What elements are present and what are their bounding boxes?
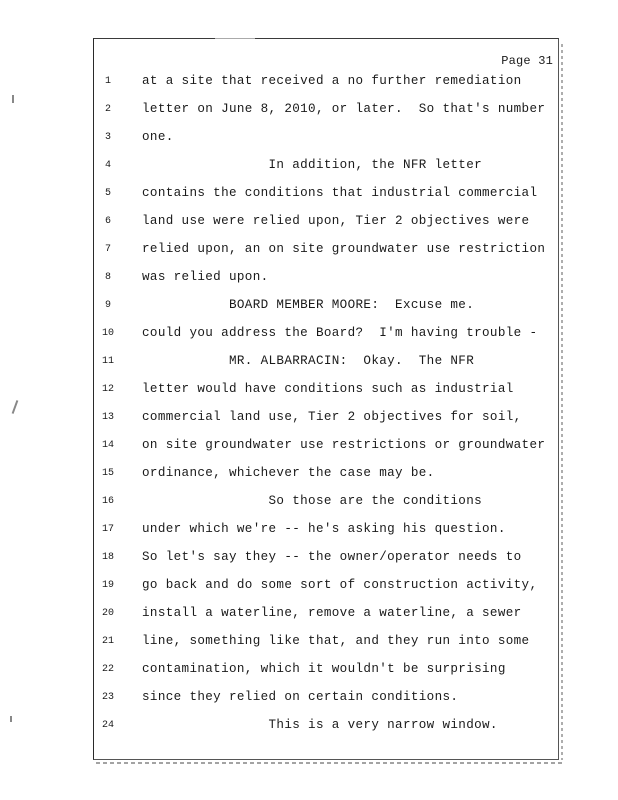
transcript-line [0, 296, 618, 316]
line-number: 12 [101, 384, 114, 395]
transcript-line [0, 604, 618, 624]
line-text: ordinance, whichever the case may be. [142, 466, 435, 480]
line-text: install a waterline, remove a waterline, a sewer [142, 606, 522, 620]
transcript-line [0, 492, 618, 512]
transcript-line [0, 660, 618, 680]
line-text: contains the conditions that industrial commercial [142, 186, 538, 200]
transcript-line [0, 380, 618, 400]
line-text: relied upon, an on site groundwater use restriction [142, 242, 546, 256]
page-number: Page 31 [501, 54, 553, 68]
line-number: 16 [101, 496, 114, 507]
line-text: BOARD MEMBER MOORE: Excuse me. [142, 298, 475, 312]
line-number: 9 [104, 300, 111, 311]
transcript-line [0, 128, 618, 148]
line-number: 24 [101, 720, 114, 731]
line-number: 4 [104, 160, 111, 171]
transcript-line [0, 716, 618, 736]
line-text: since they relied on certain conditions. [142, 690, 459, 704]
transcript-line [0, 520, 618, 540]
line-number: 6 [104, 216, 111, 227]
line-text: So let's say they -- the owner/operator needs to [142, 550, 522, 564]
line-text: go back and do some sort of construction activity, [142, 578, 538, 592]
line-text: So those are the conditions [142, 494, 483, 508]
line-number: 19 [101, 580, 114, 591]
line-number: 5 [104, 188, 111, 199]
line-text: land use were relied upon, Tier 2 objectives were [142, 214, 530, 228]
line-text: MR. ALBARRACIN: Okay. The NFR [142, 354, 475, 368]
transcript-line [0, 240, 618, 260]
line-text: on site groundwater use restrictions or groundwater [142, 438, 546, 452]
transcript-line [0, 632, 618, 652]
line-number: 14 [101, 440, 114, 451]
transcript-line [0, 268, 618, 288]
transcript-line [0, 72, 618, 92]
line-number: 21 [101, 636, 114, 647]
transcript-line [0, 408, 618, 428]
line-number: 11 [101, 356, 114, 367]
transcript-line [0, 548, 618, 568]
line-number: 22 [101, 664, 114, 675]
line-number: 20 [101, 608, 114, 619]
scan-mark [215, 38, 255, 39]
line-number: 8 [104, 272, 111, 283]
line-text: could you address the Board? I'm having trouble - [142, 326, 538, 340]
page-edge-bottom [96, 762, 562, 764]
line-text: at a site that received a no further remediation [142, 74, 522, 88]
transcript-line [0, 184, 618, 204]
transcript-line [0, 212, 618, 232]
line-text: In addition, the NFR letter [142, 158, 483, 172]
line-text: letter on June 8, 2010, or later. So that's number [142, 102, 546, 116]
transcript-line [0, 688, 618, 708]
line-number: 18 [101, 552, 114, 563]
line-text: contamination, which it wouldn't be surprising [142, 662, 506, 676]
transcript-line [0, 156, 618, 176]
line-text: was relied upon. [142, 270, 269, 284]
line-text: letter would have conditions such as industrial [142, 382, 514, 396]
line-number: 17 [101, 524, 114, 535]
transcript-line [0, 324, 618, 344]
line-text: under which we're -- he's asking his question. [142, 522, 506, 536]
transcript-line [0, 100, 618, 120]
line-number: 10 [101, 328, 114, 339]
line-text: one. [142, 130, 174, 144]
line-text: This is a very narrow window. [142, 718, 498, 732]
transcript-line [0, 436, 618, 456]
transcript-line [0, 464, 618, 484]
line-number: 15 [101, 468, 114, 479]
transcript-line [0, 352, 618, 372]
line-number: 7 [104, 244, 111, 255]
line-number: 3 [104, 132, 111, 143]
line-number: 23 [101, 692, 114, 703]
transcript-line [0, 576, 618, 596]
line-number: 1 [104, 76, 111, 87]
page-edge-right [561, 44, 563, 760]
line-text: line, something like that, and they run into some [142, 634, 530, 648]
line-number: 13 [101, 412, 114, 423]
line-number: 2 [104, 104, 111, 115]
line-text: commercial land use, Tier 2 objectives for soil, [142, 410, 522, 424]
